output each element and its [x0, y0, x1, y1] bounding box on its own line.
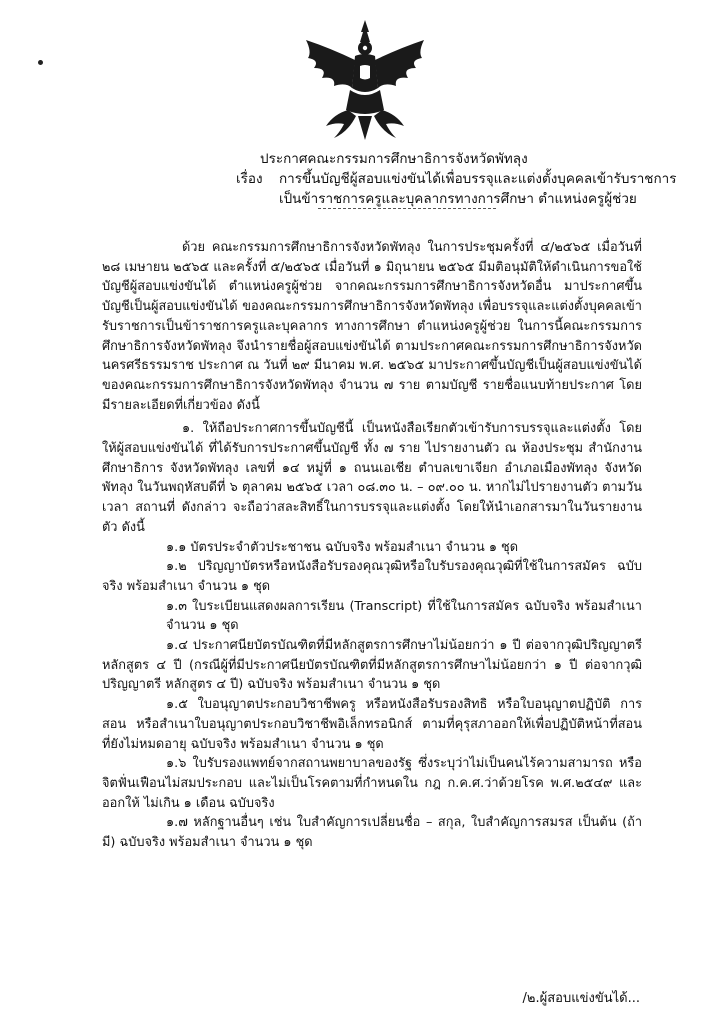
- intro-paragraph: ด้วย คณะกรรมการศึกษาธิการจังหวัดพัทลุง ในการประชุมครั้งที่ ๔/๒๕๖๕ เมื่อวันที่ ๒๘ เมษายน ๒๕๖๕ และครั้งที่ ๕/๒๕๖๕ เมื่อวันที่ ๑ มิถุนายน ๒๕๖๕ มีมติอนุมัติให้ดำเนินการขอใช้บัญชีผู้สอบแข่งขันได้ ตำแหน่งครูผู้ช่วย จากคณะกรรมการศึกษาธิการจังหวัดอื่น มาประกาศขึ้นบัญชีเป็นผู้สอบแข่งขันได้ ของคณะกรรมการศึกษาธิการจังหวัดพัทลุง เพื่อบรรจุและแต่งตั้งบุคคลเข้ารับราชการเป็นข้าราชการครูและบุคลากร ทางการศึกษา ตำแหน่งครูผู้ช่วย ในการนี้คณะกรรมการศึกษาธิการจังหวัดพัทลุง จึงนำรายชื่อผู้สอบแข่งขันได้ ตามประกาศคณะกรรมการศึกษาธิการจังหวัดนครศรีธรรมราช ประกาศ ณ วันที่ ๒๙ มีนาคม พ.ศ. ๒๕๖๕ มาประกาศขึ้นบัญชีเป็นผู้สอบแข่งขันได้ของคณะกรรมการศึกษาธิการจังหวัดพัทลุง จำนวน ๗ ราย ตามบัญชี รายชื่อแนบท้ายประกาศ โดยมีรายละเอียดที่เกี่ยวข้อง ดังนี้: [102, 240, 642, 413]
- subject-label: เรื่อง: [236, 171, 263, 187]
- list-item-1-5: ๑.๕ ใบอนุญาตประกอบวิชาชีพครู หรือหนังสือรับรองสิทธิ หรือใบอนุญาตปฏิบัติ การสอน หรือสำเนาใบอนุญาตประกอบวิชาชีพอิเล็กทรอนิกส์ ตามที่คุรุสภาออกให้เพื่อปฏิบัติหน้าที่สอน ที่ยังไม่หมดอายุ ฉบับจริง พร้อมสำเนา จำนวน ๑ ชุด: [102, 697, 642, 752]
- list-item-1-3: ๑.๓ ใบระเบียนแสดงผลการเรียน (Transcript) ที่ใช้ในการสมัคร ฉบับจริง พร้อมสำเนา จำนวน ๑ ชุด: [166, 598, 642, 634]
- subject-line-2: เป็นข้าราชการครูและบุคลากรทางการศึกษา ตำแหน่งครูผู้ช่วย: [279, 191, 637, 207]
- separator-line: [318, 208, 496, 209]
- list-item-1-6: ๑.๖ ใบรับรองแพทย์จากสถานพยาบาลของรัฐ ซึ่งระบุว่าไม่เป็นคนไร้ความสามารถ หรือจิตฟั่นเฟือนไม่สมประกอบ และไม่เป็นโรคตามที่กำหนดใน กฎ ก.ค.ศ.ว่าด้วยโรค พ.ศ.๒๕๔๙ และออกให้ ไม่เกิน ๑ เดือน ฉบับจริง: [102, 756, 642, 811]
- garuda-emblem-icon: [300, 18, 430, 143]
- document-body: [102, 238, 642, 853]
- list-item-1-4: ๑.๔ ประกาศนียบัตรบัณฑิตที่มีหลักสูตรการศึกษาไม่น้อยกว่า ๑ ปี ต่อจากวุฒิปริญญาตรี หลักสูตร ๔ ปี (กรณีผู้ที่มีประกาศนียบัตรบัณฑิตที่มีหลักสูตรการศึกษาไม่น้อยกว่า ๑ ปี ต่อจากวุฒิปริญญาตรี หลักสูตร ๔ ปี) ฉบับจริง พร้อมสำเนา จำนวน ๑ ชุด: [102, 638, 642, 693]
- list-item-1-7: ๑.๗ หลักฐานอื่นๆ เช่น ใบสำคัญการเปลี่ยนชื่อ – สกุล, ใบสำคัญการสมรส เป็นต้น (ถ้ามี) ฉบับจริง พร้อมสำเนา จำนวน ๑ ชุด: [102, 815, 642, 851]
- paragraph-1: ๑. ให้ถือประกาศการขึ้นบัญชีนี้ เป็นหนังสือเรียกตัวเข้ารับการบรรจุและแต่งตั้ง โดยให้ผู้สอบแข่งขันได้ ที่ได้รับการประกาศขึ้นบัญชี ทั้ง ๗ ราย ไปรายงานตัว ณ ห้องประชุม สำนักงานศึกษาธิการ จังหวัดพัทลุง เลขที่ ๑๔ หมู่ที่ ๑ ถนนเอเชีย ตำบลเขาเจียก อำเภอเมืองพัทลุง จังหวัดพัทลุง ในวันพฤหัสบดีที่ ๖ ตุลาคม ๒๕๖๕ เวลา ๐๘.๓๐ น. – ๐๙.๐๐ น. หากไม่ไปรายงานตัว ตามวัน เวลา สถานที่ ดังกล่าว จะถือว่าสละสิทธิ์ในการบรรจุและแต่งตั้ง โดยให้นำเอกสารมาในวันรายงานตัว ดังนี้: [102, 421, 642, 535]
- subject-line-1: การขึ้นบัญชีผู้สอบแข่งขันได้เพื่อบรรจุและแต่งตั้งบุคคลเข้ารับราชการ: [279, 171, 677, 187]
- margin-dot: [38, 60, 43, 65]
- page-continuation: /๒.ผู้สอบแข่งขันได้...: [522, 991, 640, 1006]
- announcement-title: ประกาศคณะกรรมการศึกษาธิการจังหวัดพัทลุง: [260, 151, 528, 167]
- list-item-1-2: ๑.๒ ปริญญาบัตรหรือหนังสือรับรองคุณวุฒิหรือใบรับรองคุณวุฒิที่ใช้ในการสมัคร ฉบับจริง พร้อมสำเนา จำนวน ๑ ชุด: [102, 559, 642, 594]
- list-item-1-1: ๑.๑ บัตรประจำตัวประชาชน ฉบับจริง พร้อมสำเนา จำนวน ๑ ชุด: [166, 539, 519, 555]
